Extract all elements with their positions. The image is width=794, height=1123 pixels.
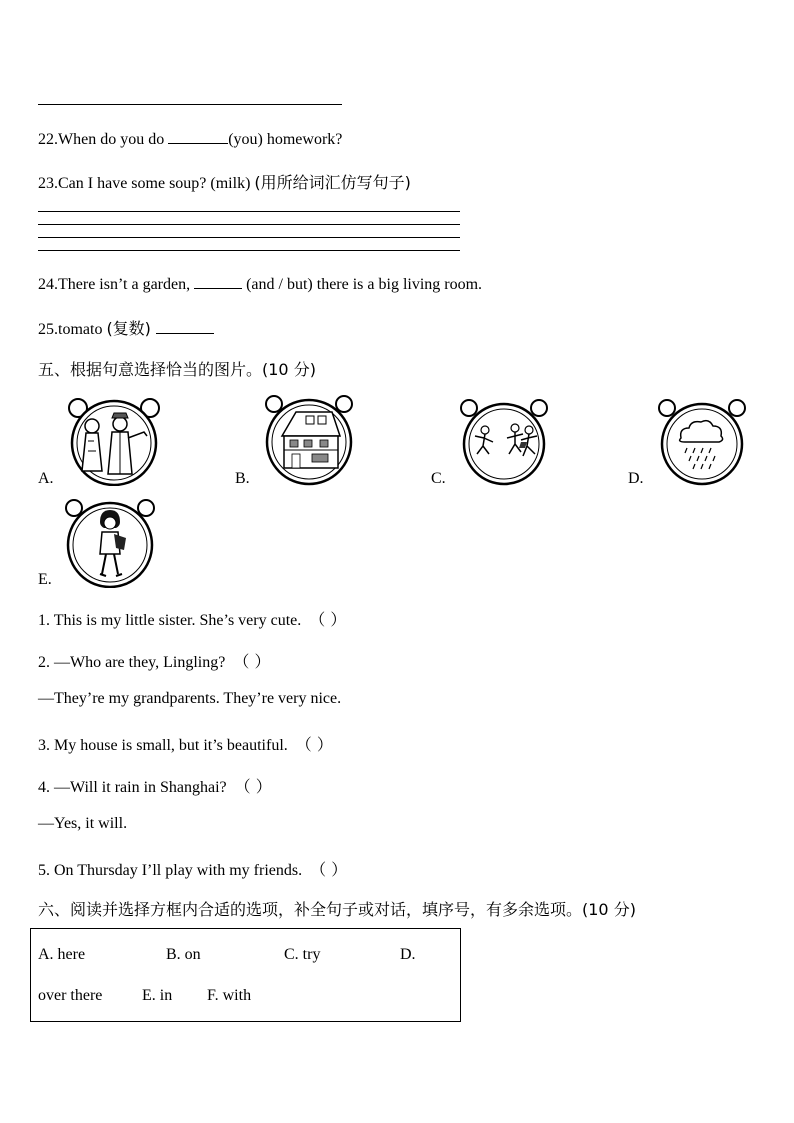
box-option-d: D.	[400, 946, 416, 963]
box-option-a: A. here	[38, 946, 86, 963]
box-option-b: B. on	[166, 946, 201, 963]
item-3: 3. My house is small, but it’s beautiful. （ ）	[38, 735, 333, 754]
answer-blank[interactable]	[156, 319, 214, 334]
option-label-a: A.	[38, 470, 54, 487]
answer-paren[interactable]: （ ）	[295, 735, 333, 754]
answer-paren[interactable]: （ ）	[310, 860, 348, 879]
answer-paren[interactable]: （ ）	[233, 652, 271, 671]
grandparents-picture[interactable]	[64, 396, 164, 486]
rain-cloud-picture[interactable]	[655, 398, 749, 486]
item-2: 2. —Who are they, Lingling? （ ）	[38, 652, 271, 671]
writing-line[interactable]	[38, 211, 460, 212]
option-label-c: C.	[431, 470, 446, 487]
item-2-answer: —They’re my grandparents. They’re very nice.	[38, 690, 342, 707]
item-1: 1. This is my little sister. She’s very cute. （ ）	[38, 610, 347, 629]
box-option-f: F. with	[207, 987, 252, 1004]
item-4-answer: —Yes, it will.	[38, 815, 128, 832]
question-24: 24.There isn’t a garden, (and / but) there is a big living room.	[38, 276, 483, 293]
option-label-e: E.	[38, 571, 52, 588]
options-box	[30, 928, 461, 1022]
question-23: 23.Can I have some soup? (milk) (用所给词汇仿写句子)	[38, 173, 411, 192]
box-option-c: C. try	[284, 946, 321, 963]
box-option-e: E. in	[142, 987, 173, 1004]
item-5: 5. On Thursday I’ll play with my friends. （ ）	[38, 860, 348, 879]
writing-line[interactable]	[38, 250, 460, 251]
answer-blank[interactable]	[194, 274, 242, 289]
answer-paren[interactable]: （ ）	[309, 610, 347, 629]
writing-line[interactable]	[38, 237, 460, 238]
option-label-d: D.	[628, 470, 644, 487]
writing-line[interactable]	[38, 224, 460, 225]
question-hint: (用所给词汇仿写句子)	[254, 173, 411, 192]
answer-line	[38, 104, 342, 105]
answer-paren[interactable]: （ ）	[234, 777, 272, 796]
answer-blank[interactable]	[168, 129, 228, 144]
house-picture[interactable]	[262, 394, 356, 486]
item-4: 4. —Will it rain in Shanghai? （ ）	[38, 777, 272, 796]
question-22: 22.When do you do (you) homework?	[38, 131, 343, 148]
option-label-b: B.	[235, 470, 250, 487]
question-25: 25.tomato (复数)	[38, 316, 214, 339]
section-6-title: 六、阅读并选择方框内合适的选项，补全句子或对话，填序号，有多余选项。(10 分)	[38, 900, 636, 919]
children-playing-picture[interactable]	[457, 398, 551, 486]
box-option-d-text: over there	[38, 987, 103, 1004]
girl-picture[interactable]	[62, 498, 158, 588]
section-5-title: 五、根据句意选择恰当的图片。(10 分)	[38, 360, 316, 379]
